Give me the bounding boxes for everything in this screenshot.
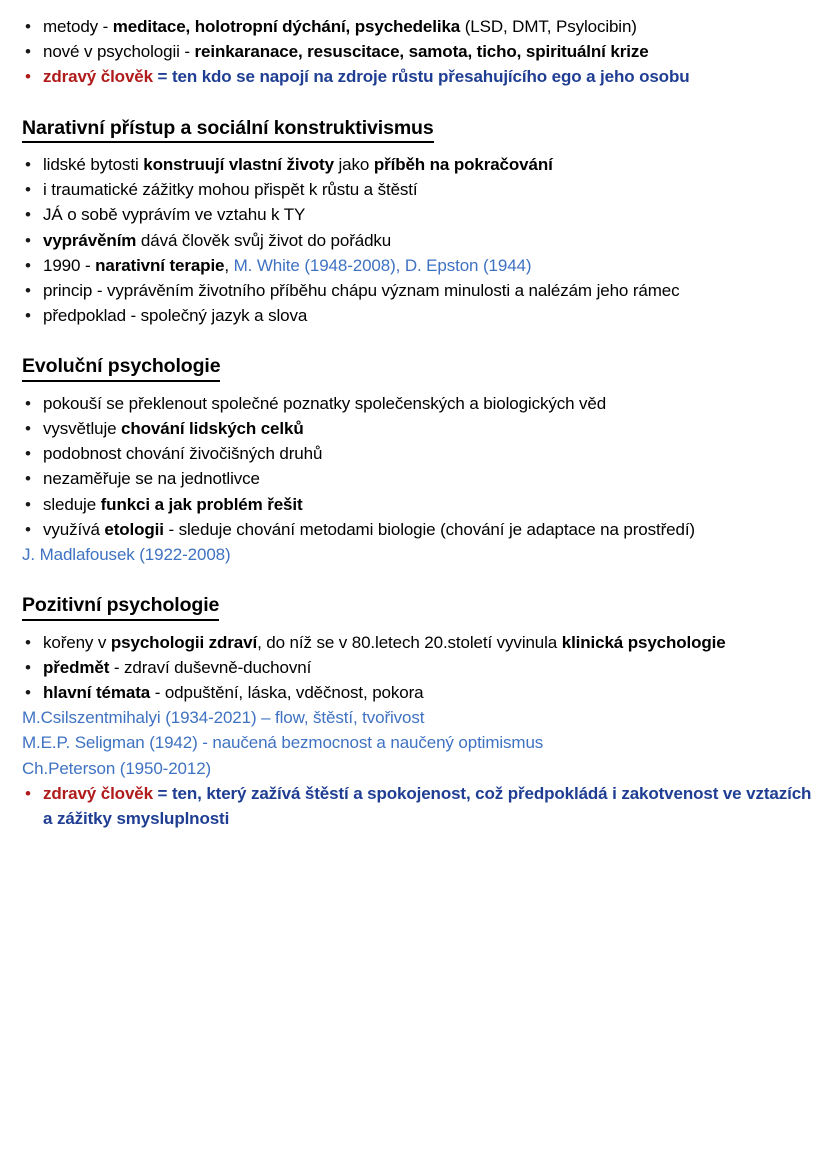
bullet-line: [22, 202, 812, 227]
bullet-line: [22, 64, 812, 89]
bullet-line: [22, 655, 812, 680]
text-segment: etologii: [104, 519, 164, 539]
text-segment: =: [152, 783, 172, 803]
bullet-icon: •: [25, 67, 31, 87]
bullet-line: [22, 391, 812, 416]
bullet-line: [22, 441, 812, 466]
text-segment: ,: [224, 255, 234, 275]
section-pozitivni-psychologie: [22, 593, 812, 831]
text-segment: JÁ o sobě vyprávím ve vztahu k TY: [43, 205, 306, 225]
text-segment: předpoklad - společný jazyk a slova: [43, 306, 308, 326]
section-heading: Narativní přístup a sociální konstruktivismus: [22, 116, 434, 143]
text-segment: hlavní témata: [43, 682, 151, 702]
text-segment: vyprávěním: [43, 230, 137, 250]
section-gap: [22, 90, 812, 116]
text-segment: vysvětluje: [43, 418, 122, 438]
text-segment: chování lidských celků: [121, 418, 304, 438]
bullet-icon: •: [25, 444, 31, 464]
bullet-icon: •: [25, 682, 31, 702]
bullet-line: [22, 630, 812, 655]
bullet-icon: •: [25, 180, 31, 200]
section-intro-bullets: [22, 14, 812, 90]
bullet-line: [22, 517, 812, 542]
text-segment: dává člověk svůj život do pořádku: [136, 230, 392, 250]
text-segment: ten, který zažívá štěstí a spokojenost, což předpokládá i zakotvenost ve vztazích a zážitky smysluplnosti: [43, 783, 812, 828]
bullet-line: [22, 303, 812, 328]
section-gap: [22, 567, 812, 593]
section-heading: Evoluční psychologie: [22, 354, 220, 381]
text-segment: funkci a jak problém řešit: [100, 494, 303, 514]
text-segment: metody -: [43, 17, 113, 36]
text-segment: - sleduje chování metodami biologie (chování je adaptace na prostředí): [163, 519, 695, 539]
text-segment: příběh na pokračování: [373, 154, 553, 174]
bullet-line: [22, 228, 812, 253]
bullet-icon: •: [25, 154, 31, 174]
bullet-icon: •: [25, 17, 31, 36]
section-heading-wrap: [22, 116, 812, 147]
text-segment: 1990 -: [43, 255, 96, 275]
section-narativni-pristup: [22, 116, 812, 329]
bullet-icon: •: [25, 393, 31, 413]
text-segment: psychologii zdraví: [110, 632, 258, 652]
text-segment: kořeny v: [43, 632, 111, 652]
text-segment: Ch.Peterson (1950-2012): [22, 758, 212, 778]
text-segment: princip - vyprávěním životního příběhu chápu význam minulosti a nalézám jeho rámec: [43, 281, 680, 300]
bullet-line: [22, 14, 812, 39]
text-segment: zdravý člověk: [43, 67, 153, 87]
bullet-icon: •: [25, 205, 31, 225]
text-segment: i traumatické zážitky mohou přispět k růstu a štěstí: [43, 180, 418, 200]
text-segment: meditace, holotropní dýchání, psychedelika: [112, 17, 461, 36]
bullet-line: [22, 416, 812, 441]
text-segment: J. Madlafousek (1922-2008): [22, 545, 231, 564]
plain-line: [22, 705, 812, 730]
bullet-icon: •: [25, 42, 31, 62]
bullet-icon: •: [25, 657, 31, 677]
text-segment: =: [152, 67, 172, 87]
plain-line: [22, 730, 812, 755]
bullet-line: [22, 152, 812, 177]
bullet-line: [22, 39, 812, 64]
bullet-line: [22, 278, 812, 303]
text-segment: - odpuštění, láska, vděčnost, pokora: [150, 682, 424, 702]
section-heading-wrap: [22, 354, 812, 385]
text-segment: M.Csilszentmihalyi (1934-2021) – flow, štěstí, tvořivost: [22, 708, 425, 728]
bullet-line: [22, 466, 812, 491]
bullet-icon: •: [25, 494, 31, 514]
text-segment: lidské bytosti: [43, 154, 144, 174]
bullet-line: [22, 253, 812, 278]
text-segment: - zdraví duševně-duchovní: [109, 657, 312, 677]
bullet-icon: •: [25, 632, 31, 652]
text-segment: sleduje: [43, 494, 101, 514]
section-heading-wrap: [22, 593, 812, 624]
text-segment: reinkaranace, resuscitace, samota, ticho, spirituální krize: [194, 42, 649, 62]
bullet-icon: •: [25, 255, 31, 275]
text-segment: jako: [333, 154, 374, 174]
text-segment: využívá: [43, 519, 105, 539]
text-segment: nové v psychologii -: [43, 42, 195, 62]
plain-line: [22, 756, 812, 781]
text-segment: předmět: [43, 657, 110, 677]
bullet-icon: •: [25, 306, 31, 326]
section-gap: [22, 328, 812, 354]
text-segment: M. White (1948-2008), D. Epston (1944): [233, 255, 532, 275]
section-heading: Pozitivní psychologie: [22, 593, 219, 620]
text-segment: ten kdo se napojí na zdroje růstu přesahujícího ego a jeho osobu: [171, 67, 690, 87]
bullet-icon: •: [25, 418, 31, 438]
bullet-icon: •: [25, 469, 31, 489]
text-segment: , do níž se v 80.letech 20.století vyvinula: [257, 632, 562, 652]
bullet-icon: •: [25, 783, 31, 803]
bullet-line: [22, 492, 812, 517]
text-segment: konstruují vlastní životy: [143, 154, 334, 174]
text-segment: nezaměřuje se na jednotlivce: [43, 469, 260, 489]
text-segment: (LSD, DMT, Psylocibin): [460, 17, 637, 36]
bullet-line: [22, 177, 812, 202]
text-segment: M.E.P. Seligman (1942) - naučená bezmocnost a naučený optimismus: [22, 733, 544, 753]
bullet-icon: •: [25, 519, 31, 539]
bullet-line: [22, 680, 812, 705]
text-segment: klinická psychologie: [561, 632, 726, 652]
text-segment: narativní terapie: [95, 255, 225, 275]
text-segment: zdravý člověk: [43, 783, 153, 803]
bullet-line: [22, 781, 812, 831]
text-segment: podobnost chování živočišných druhů: [43, 444, 323, 464]
text-segment: pokouší se překlenout společné poznatky společenských a biologických věd: [43, 393, 607, 413]
bullet-icon: •: [25, 230, 31, 250]
plain-line: [22, 542, 812, 567]
section-evolucni-psychologie: [22, 354, 812, 567]
bullet-icon: •: [25, 281, 31, 300]
